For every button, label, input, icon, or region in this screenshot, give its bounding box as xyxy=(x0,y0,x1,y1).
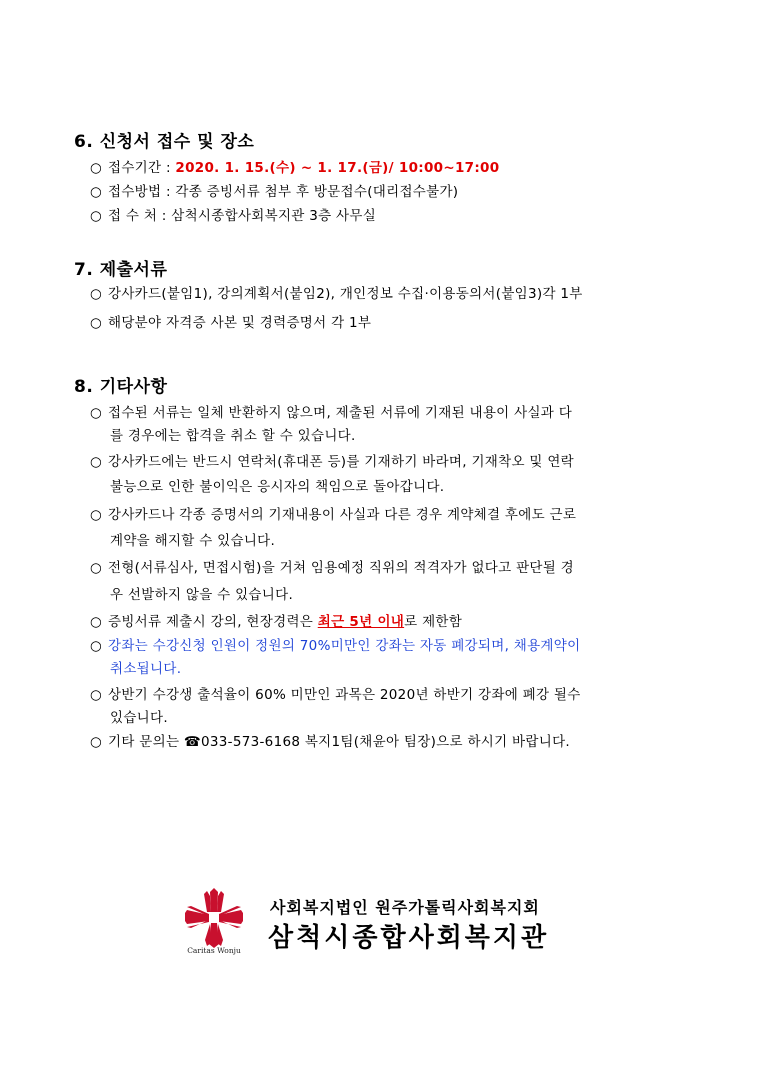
s6-item-period xyxy=(90,156,499,176)
s8-item-7 xyxy=(90,683,581,703)
org-name: 삼척시종합사회복지관 xyxy=(268,923,550,953)
s8-item-4-line1: 전형(서류심사, 면접시험)을 거쳐 임용예정 직위의 적격자가 없다고 판단될 경 xyxy=(108,560,575,576)
s6-item-period-label: 접수기간 : xyxy=(108,160,176,176)
org-parent-name: 사회복지법인 원주가톨릭사회복지회 xyxy=(270,898,540,917)
s8-item-4-line2: 우 선발하지 않을 수 있습니다. xyxy=(110,587,294,603)
s8-item-2 xyxy=(90,450,574,470)
s8-item-8-text: 기타 문의는 ☎033-573-6168 복지1팀(채윤아 팀장)으로 하시기 바랍니다. xyxy=(108,734,571,750)
bullet-icon: ○ xyxy=(90,160,103,176)
bullet-icon: ○ xyxy=(90,286,103,302)
section-8-title: 8. 기타사항 xyxy=(74,377,168,397)
s6-item-place xyxy=(90,204,376,224)
bullet-icon: ○ xyxy=(90,454,103,470)
s8-item-6-line2: 취소됩니다. xyxy=(110,661,182,677)
bullet-icon: ○ xyxy=(90,614,103,630)
bullet-icon: ○ xyxy=(90,687,103,703)
bullet-icon: ○ xyxy=(90,638,103,654)
bullet-icon: ○ xyxy=(90,315,103,331)
s7-item-2 xyxy=(90,311,371,331)
section-7-title: 7. 제출서류 xyxy=(74,260,168,280)
bullet-icon: ○ xyxy=(90,560,103,576)
s8-item-7-line2: 있습니다. xyxy=(110,710,168,726)
s7-item-1 xyxy=(90,282,583,302)
s6-item-method-text: 접수방법 : 각종 증빙서류 첨부 후 방문접수(대리접수불가) xyxy=(108,184,459,200)
s8-item-3-line1: 강사카드나 각종 증명서의 기재내용이 사실과 다른 경우 계약체결 후에도 근로 xyxy=(108,507,577,523)
s8-item-4 xyxy=(90,556,574,576)
s8-item-6-line1: 강좌는 수강신청 인원이 정원의 70%미만인 강좌는 자동 폐강되며, 채용계약이 xyxy=(108,638,581,654)
s8-item-2-line1: 강사카드에는 반드시 연락처(휴대폰 등)를 기재하기 바라며, 기재착오 및 연락 xyxy=(108,454,575,470)
s8-item-3-line2: 계약을 해지할 수 있습니다. xyxy=(110,533,276,549)
bullet-icon: ○ xyxy=(90,208,103,224)
s8-item-1 xyxy=(90,401,572,421)
bullet-icon: ○ xyxy=(90,507,103,523)
logo-caption: Caritas Wonju xyxy=(187,946,241,955)
s8-item-6 xyxy=(90,634,580,654)
s8-item-8 xyxy=(90,730,570,750)
s6-item-period-value: 2020. 1. 15.(수) ~ 1. 17.(금)/ 10:00~17:00 xyxy=(175,160,500,176)
s7-item-1-text: 강사카드(붙임1), 강의계획서(붙임2), 개인정보 수집·이용동의서(붙임3)각 1부 xyxy=(108,286,583,302)
bullet-icon: ○ xyxy=(90,184,103,200)
s8-item-5 xyxy=(90,610,462,630)
s8-item-2-line2: 불능으로 인한 불이익은 응시자의 책임으로 돌아갑니다. xyxy=(110,479,445,495)
s8-item-1-line2: 를 경우에는 합격을 취소 할 수 있습니다. xyxy=(110,428,356,444)
bullet-icon: ○ xyxy=(90,734,103,750)
s8-item-3 xyxy=(90,503,576,523)
s8-item-5-highlight: 최근 5년 이내 xyxy=(317,614,405,630)
s8-item-1-line1: 접수된 서류는 일체 반환하지 않으며, 제출된 서류에 기재된 내용이 사실과 다 xyxy=(108,405,573,421)
s8-item-7-line1: 상반기 수강생 출석율이 60% 미만인 과목은 2020년 하반기 강좌에 폐강 될수 xyxy=(108,687,581,703)
section-6-title: 6. 신청서 접수 및 장소 xyxy=(74,132,255,152)
s8-item-5-pre: 증빙서류 제출시 강의, 현장경력은 xyxy=(108,614,318,630)
s6-item-method xyxy=(90,180,458,200)
s8-item-5-post: 로 제한함 xyxy=(404,614,463,630)
bullet-icon: ○ xyxy=(90,405,103,421)
s6-item-place-text: 접 수 처 : 삼척시종합사회복지관 3층 사무실 xyxy=(108,208,377,224)
s7-item-2-text: 해당분야 자격증 사본 및 경력증명서 각 1부 xyxy=(108,315,372,331)
